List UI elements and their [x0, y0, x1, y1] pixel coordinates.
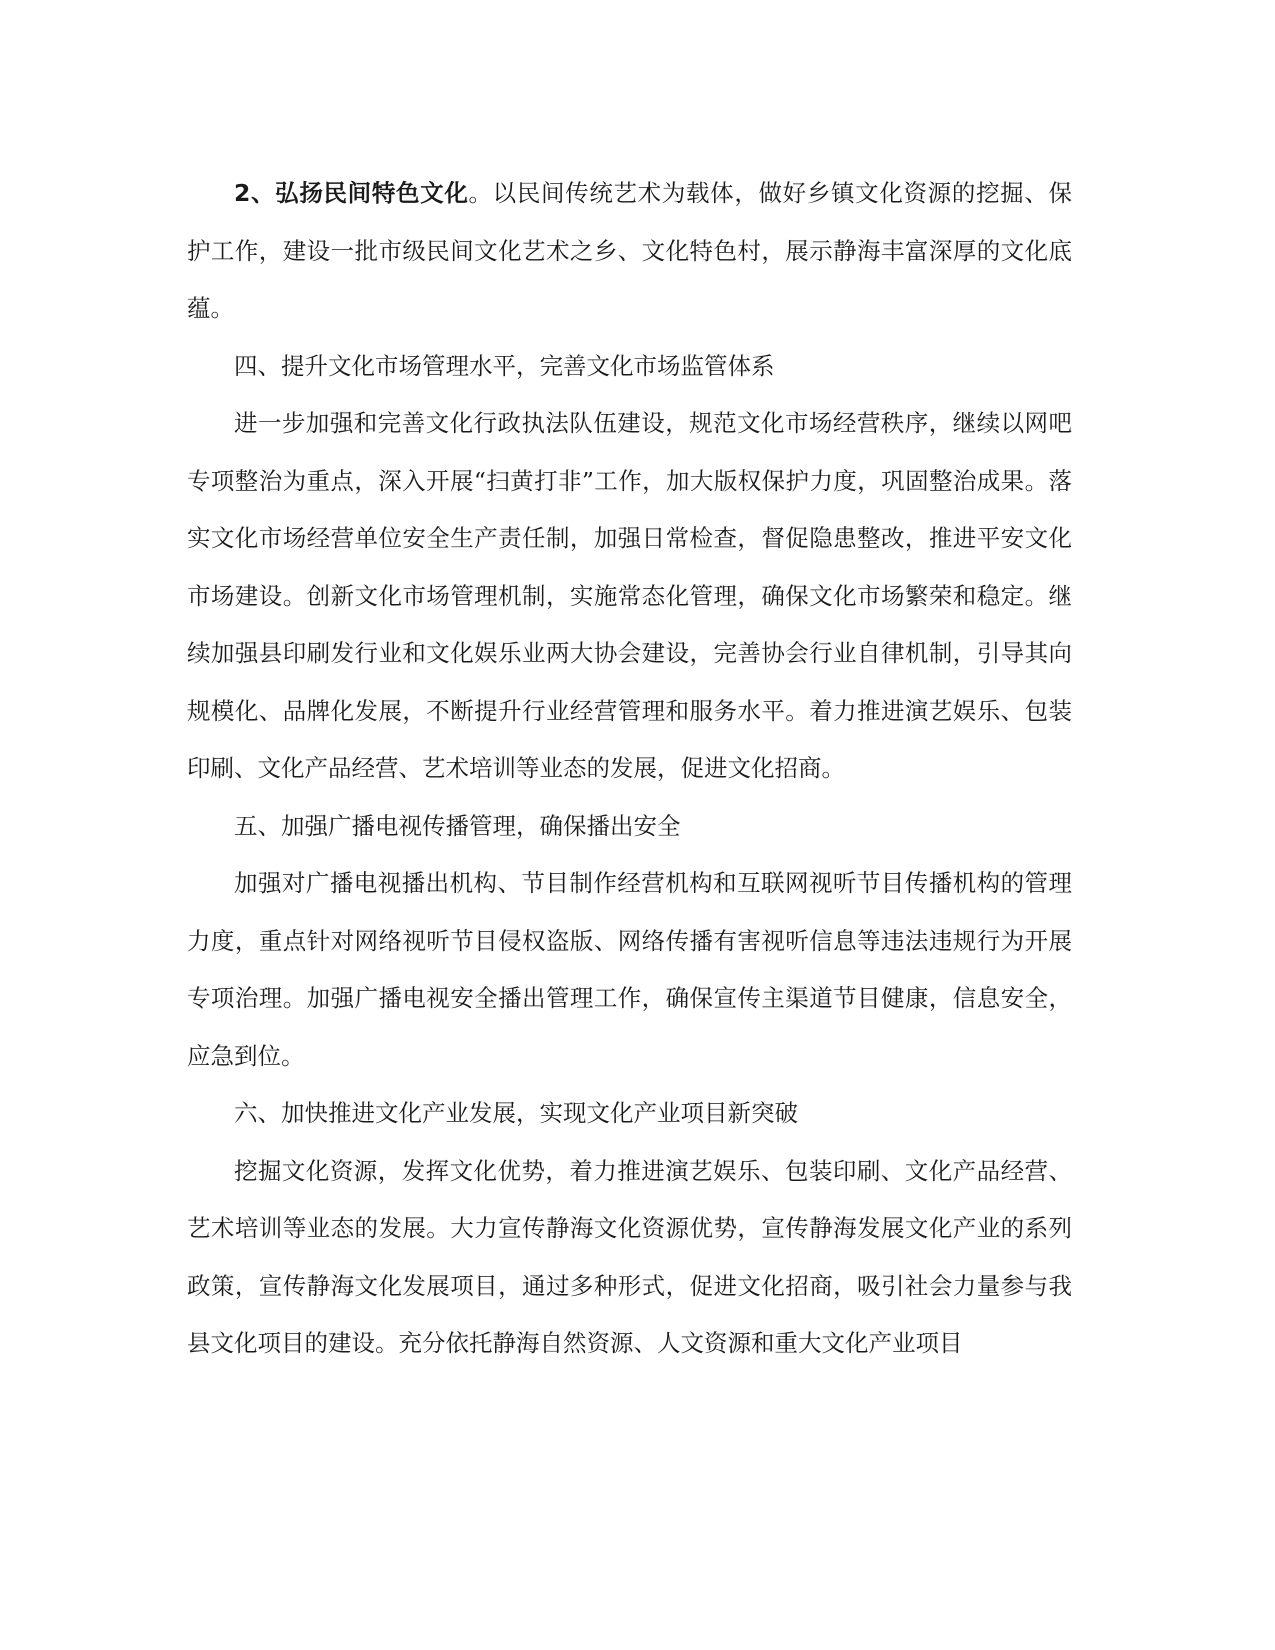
section-heading-5: 五、加强广播电视传播管理，确保播出安全: [234, 811, 681, 840]
paragraph-folk-culture: [187, 165, 1072, 338]
section-heading-4: 四、提升文化市场管理水平，完善文化市场监管体系: [234, 351, 775, 380]
document-body: [187, 165, 1072, 1373]
section-heading-6: 六、加快推进文化产业发展，实现文化产业项目新突破: [234, 1099, 798, 1127]
paragraph-broadcast-management: 加强对广播电视播出机构、节目制作经营机构和互联网视听节目传播机构的管理力度，重点针对网络视听节目侵权盗版、网络传播有害视听信息等违法违规行为开展专项治理。加强广播电视安全播出管理工作，确保宣传主渠道节目健康，信息安全，应急到位。: [187, 869, 1072, 1070]
paragraph-market-management: 进一步加强和完善文化行政执法队伍建设，规范文化市场经营秩序，继续以网吧专项整治为重点，深入开展“扫黄打非”工作，加大版权保护力度，巩固整治成果。落实文化市场经营单位安全生产责任制，加强日常检查，督促隐患整改，推进平安文化市场建设。创新文化市场管理机制，实施常态化管理，确保文化市场繁荣和稳定。继续加强县印刷发行业和文化娱乐业两大协会建设，完善协会行业自律机制，引导其向规模化、品牌化发展，不断提升行业经营管理和服务水平。着力推进演艺娱乐、包装印刷、文化产品经营、艺术培训等业态的发展，促进文化招商。: [187, 409, 1072, 782]
paragraph-cultural-industry: 挖掘文化资源，发挥文化优势，着力推进演艺娱乐、包装印刷、文化产品经营、艺术培训等业态的发展。大力宣传静海文化资源优势，宣传静海发展文化产业的系列政策，宣传静海文化发展项目，通过多种形式，促进文化招商，吸引社会力量参与我县文化项目的建设。充分依托静海自然资源、人文资源和重大文化产业项目: [187, 1156, 1072, 1357]
paragraph-folk-culture-title: 2、弘扬民间特色文化: [234, 179, 469, 207]
paragraph-folk-culture-text: 。以民间传统艺术为载体，做好乡镇文化资源的挖掘、保护工作，建设一批市级民间文化艺术之乡、文化特色村，展示静海丰富深厚的文化底蕴。: [187, 179, 1072, 322]
